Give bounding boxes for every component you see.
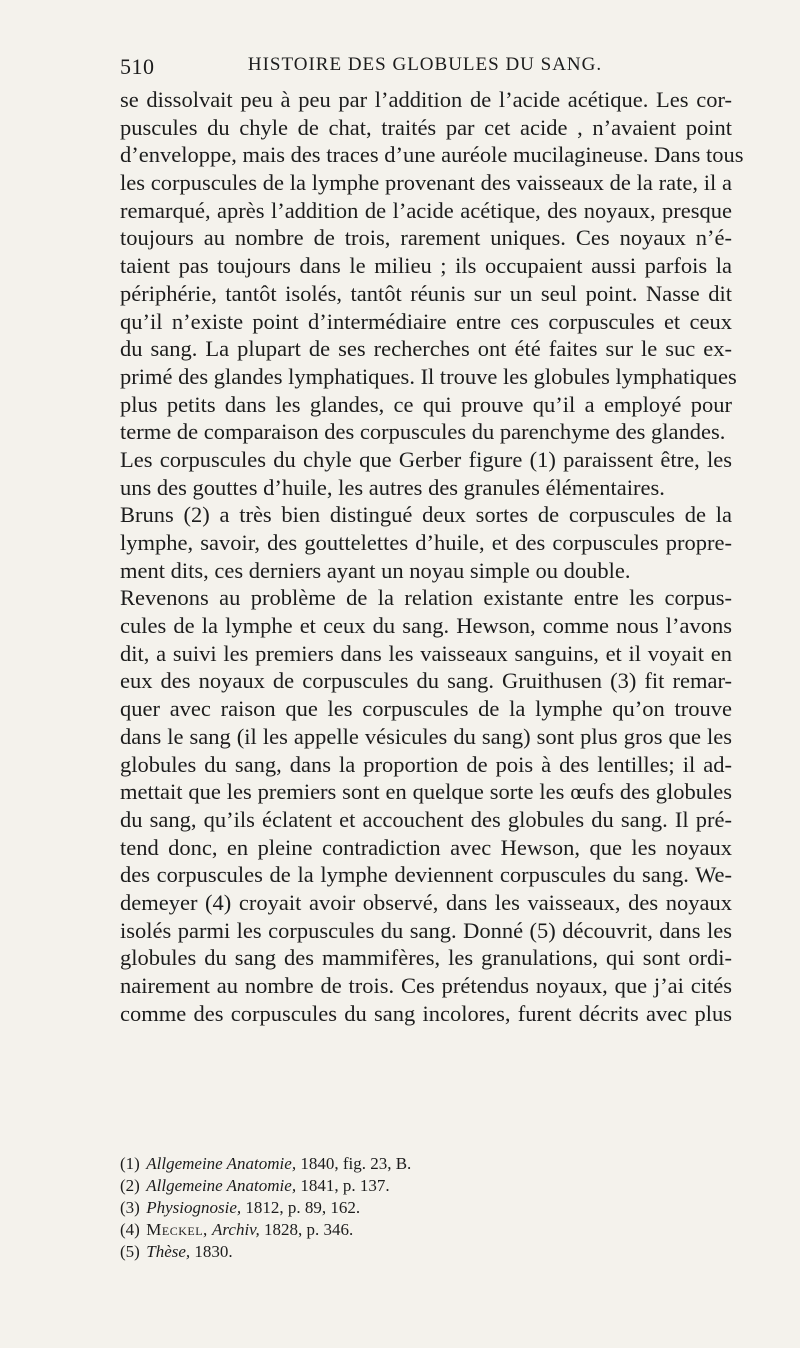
text-line: terme de comparaison des corpuscules du parenchyme des glandes. (120, 419, 726, 445)
footnote-number: (4) (120, 1220, 140, 1239)
text-line: du sang, qu’ils éclatent et accouchent des globules du sang. Il pré- (120, 806, 732, 832)
text-line: se dissolvait peu à peu par l’addition de l’acide acétique. Les cor- (120, 87, 732, 112)
text-line: primé des glandes lymphatiques. Il trouve les globules lymphatiques (120, 363, 737, 389)
text-line: périphérie, tantôt isolés, tantôt réunis sur un seul point. Nasse dit (120, 280, 732, 306)
footnote-title: Allgemeine Anatomie, (146, 1154, 297, 1173)
text-line: ment dits, ces derniers ayant un noyau simple ou double. (120, 557, 631, 583)
footnote (120, 1197, 732, 1219)
text-line: remarqué, après l’addition de l’acide acétique, des noyaux, presque (120, 197, 732, 223)
footnote-number: (5) (120, 1242, 140, 1261)
text-line: globules du sang, dans la proportion de pois à des lentilles; il ad- (120, 751, 732, 777)
text-line: des corpuscules de la lymphe deviennent corpuscules du sang. We- (120, 862, 732, 888)
footnote-number: (3) (120, 1198, 140, 1217)
text-line: dans le sang (il les appelle vésicules du sang) sont plus gros que les (120, 723, 732, 749)
text-line: tend donc, en pleine contradiction avec Hewson, que les noyaux (120, 834, 732, 860)
text-line: isolés parmi les corpuscules du sang. Donné (5) découvrit, dans les (120, 917, 732, 943)
text-line: Les corpuscules du chyle que Gerber figure (1) paraissent être, les (120, 446, 732, 472)
text-line: eux des noyaux de corpuscules du sang. Gruithusen (3) fit remar- (120, 668, 732, 694)
footnote-title: Allgemeine Anatomie, (146, 1176, 297, 1195)
footnote-author: Meckel, (146, 1220, 208, 1239)
text-line: Revenons au problème de la relation existante entre les corpus- (120, 585, 732, 611)
text-line: quer avec raison que les corpuscules de la lymphe qu’on trouve (120, 696, 732, 722)
body-text (120, 86, 744, 1027)
text-line: puscules du chyle de chat, traités par cet acide , n’avaient point (120, 114, 732, 140)
footnote (120, 1241, 732, 1263)
text-line: Bruns (2) a très bien distingué deux sortes de corpuscules de la (120, 502, 732, 528)
text-line: globules du sang des mammifères, les granulations, qui sont ordi- (120, 945, 732, 971)
page-number: 510 (120, 54, 155, 79)
running-title: HISTOIRE DES GLOBULES DU SANG. (247, 54, 603, 75)
footnote-details: 1828, p. 346. (259, 1220, 354, 1239)
text-line: mettait que les premiers sont en quelque sorte les œufs des globules (120, 779, 732, 805)
text-line: dit, a suivi les premiers dans les vaisseaux sanguins, et il voyait en (120, 640, 732, 666)
running-head (120, 50, 730, 90)
text-line: du sang. La plupart de ses recherches ont été faites sur le suc ex- (120, 336, 732, 362)
text-line: nairement au nombre de trois. Ces prétendus noyaux, que j’ai cités (120, 973, 732, 998)
text-line: les corpuscules de la lymphe provenant des vaisseaux de la rate, il a (120, 170, 732, 196)
text-line: uns des gouttes d’huile, les autres des granules élémentaires. (120, 474, 665, 500)
footnote-details: 1812, p. 89, 162. (241, 1198, 361, 1217)
footnote-number: (1) (120, 1154, 140, 1173)
text-line: toujours au nombre de trois, rarement uniques. Ces noyaux n’é- (120, 225, 732, 251)
footnote (120, 1153, 732, 1175)
footnote-details: 1840, fig. 23, B. (296, 1154, 412, 1173)
text-line: demeyer (4) croyait avoir observé, dans les vaisseaux, des noyaux (120, 889, 732, 915)
footnote-title: Archiv, (212, 1220, 260, 1239)
text-line: d’enveloppe, mais des traces d’une auréole mucilagineuse. Dans tous (120, 142, 744, 168)
text-line: comme des corpuscules du sang incolores, furent décrits avec plus (120, 1000, 732, 1026)
footnotes (120, 1153, 732, 1263)
footnote-number: (2) (120, 1176, 140, 1195)
footnote-details: 1830. (190, 1242, 233, 1261)
footnote-title: Thèse, (146, 1242, 191, 1261)
footnote (120, 1175, 732, 1197)
text-line: cules de la lymphe et ceux du sang. Hewson, comme nous l’avons (120, 613, 732, 639)
text-line: qu’il n’existe point d’intermédiaire entre ces corpuscules et ceux (120, 308, 732, 334)
text-line: plus petits dans les glandes, ce qui prouve qu’il a employé pour (120, 391, 732, 417)
footnote-details: 1841, p. 137. (296, 1176, 390, 1195)
text-line: taient pas toujours dans le milieu ; ils occupaient aussi parfois la (120, 253, 732, 279)
text-line: lymphe, savoir, des gouttelettes d’huile, et des corpuscules propre- (120, 530, 732, 555)
footnote-title: Physiognosie, (146, 1198, 242, 1217)
footnote (120, 1219, 732, 1241)
